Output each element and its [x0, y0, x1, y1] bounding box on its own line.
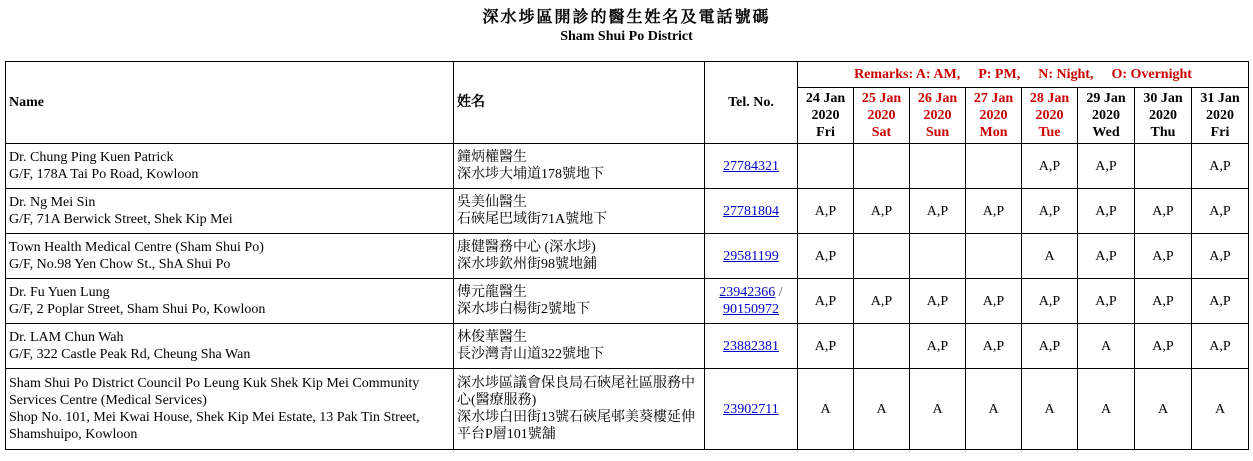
- doctor-address-zh: 深水埗白田街13號石硤尾邨美葵樓延伸平台P層101號舖: [457, 410, 695, 442]
- availability-cell: A,P: [854, 279, 910, 324]
- availability-cell: A: [966, 369, 1022, 450]
- doctor-address: G/F, 178A Tai Po Road, Kowloon: [9, 167, 199, 182]
- table-row: [6, 279, 1249, 324]
- doctor-name-zh: 深水埗區議會保良局石硤尾社區服務中心(醫療服務): [457, 376, 695, 408]
- availability-cell: [910, 144, 966, 189]
- table-row: [6, 324, 1249, 369]
- availability-cell: A,P: [1135, 279, 1192, 324]
- date-header-year: 2020: [867, 108, 896, 123]
- availability-cell: A,P: [798, 189, 854, 234]
- doctor-address-zh: 深水埗欽州街98號地鋪: [457, 257, 597, 272]
- availability-cell: A: [1135, 369, 1192, 450]
- availability-cell: [854, 324, 910, 369]
- availability-cell: A,P: [1192, 279, 1249, 324]
- availability-cell: [910, 234, 966, 279]
- doctor-address: G/F, 2 Poplar Street, Sham Shui Po, Kowloon: [9, 302, 266, 317]
- doctor-address-zh: 長沙灣青山道322號地下: [457, 347, 604, 362]
- availability-cell: A,P: [966, 279, 1022, 324]
- doctor-name-zh: 吳美仙醫生: [457, 195, 527, 210]
- availability-cell: A,P: [1135, 189, 1192, 234]
- availability-cell: A,P: [1022, 144, 1078, 189]
- table-row: [6, 369, 1249, 450]
- date-header: [966, 88, 1022, 144]
- availability-cell: A: [1192, 369, 1249, 450]
- availability-cell: [1135, 144, 1192, 189]
- header-name-zh: 姓名: [454, 62, 705, 144]
- page-title-zh: 深水埗區開診的醫生姓名及電話號碼: [482, 9, 771, 26]
- doctor-address: Shop No. 101, Mei Kwai House, Shek Kip Mei Estate, 13 Pak Tin Street, Shamshuipo, Kowloon: [9, 410, 420, 442]
- availability-cell: A,P: [1192, 324, 1249, 369]
- doctor-name: Dr. LAM Chun Wah: [9, 330, 124, 345]
- doctor-address: G/F, 322 Castle Peak Rd, Cheung Sha Wan: [9, 347, 251, 362]
- availability-cell: A,P: [1135, 234, 1192, 279]
- date-header-wd: Tue: [1038, 125, 1061, 140]
- availability-cell: [854, 234, 910, 279]
- doctor-name-zh-cell: [454, 189, 705, 234]
- availability-cell: A: [854, 369, 910, 450]
- date-header-day: 30 Jan: [1143, 91, 1183, 106]
- availability-cell: A,P: [1078, 279, 1135, 324]
- availability-cell: A,P: [1022, 324, 1078, 369]
- doctor-name-zh: 傅元龍醫生: [457, 285, 527, 300]
- availability-cell: A,P: [798, 324, 854, 369]
- doctor-name-cell: [6, 279, 454, 324]
- availability-cell: A: [1078, 324, 1135, 369]
- availability-cell: A,P: [910, 324, 966, 369]
- page-header: [0, 0, 1253, 45]
- tel-link[interactable]: 23902711: [723, 401, 779, 417]
- date-header-wd: Wed: [1092, 125, 1120, 140]
- date-header-day: 29 Jan: [1086, 91, 1126, 106]
- availability-cell: A,P: [1192, 144, 1249, 189]
- doctor-name-cell: [6, 144, 454, 189]
- date-header: [1192, 88, 1249, 144]
- doctor-name: Dr. Chung Ping Kuen Patrick: [9, 150, 174, 165]
- date-header-wd: Sat: [871, 125, 892, 140]
- date-header-year: 2020: [1092, 108, 1120, 123]
- date-header: [1135, 88, 1192, 144]
- tel-link[interactable]: 27784321: [723, 158, 779, 174]
- date-header-wd: Fri: [816, 125, 835, 140]
- availability-cell: A,P: [1078, 144, 1135, 189]
- tel-cell: [705, 234, 798, 279]
- availability-cell: [966, 234, 1022, 279]
- page-title-en: Sham Shui Po District: [560, 29, 693, 44]
- availability-cell: A,P: [1022, 189, 1078, 234]
- tel-link[interactable]: 90150972: [723, 302, 779, 317]
- date-header-year: 2020: [979, 108, 1008, 123]
- tel-cell: [705, 369, 798, 450]
- date-header-wd: Thu: [1150, 125, 1176, 140]
- remarks-item: P: PM,: [978, 67, 1021, 82]
- doctor-address: G/F, No.98 Yen Chow St., ShA Shui Po: [9, 257, 231, 272]
- date-header-day: 31 Jan: [1200, 91, 1240, 106]
- doctor-name-zh-cell: [454, 324, 705, 369]
- availability-cell: A,P: [1192, 234, 1249, 279]
- doctor-name: Dr. Ng Mei Sin: [9, 195, 96, 210]
- doctor-name: Town Health Medical Centre (Sham Shui Po): [9, 240, 264, 255]
- date-header: [910, 88, 966, 144]
- remarks-legend: [798, 62, 1249, 88]
- availability-cell: A,P: [1022, 279, 1078, 324]
- tel-link[interactable]: 23942366: [719, 285, 776, 300]
- date-header-wd: Sun: [925, 125, 950, 140]
- tel-separator: /: [775, 285, 783, 300]
- date-header-wd: Mon: [979, 125, 1008, 140]
- availability-cell: A: [1022, 234, 1078, 279]
- doctor-address-zh: 深水埗大埔道178號地下: [457, 167, 604, 182]
- remarks-item: Remarks: A: AM,: [854, 67, 961, 82]
- availability-cell: A,P: [798, 279, 854, 324]
- availability-cell: [798, 144, 854, 189]
- tel-cell: [705, 189, 798, 234]
- availability-cell: [966, 144, 1022, 189]
- date-header: [854, 88, 910, 144]
- date-header-day: 26 Jan: [917, 91, 958, 106]
- tel-link[interactable]: 27781804: [723, 203, 779, 219]
- availability-cell: A,P: [910, 279, 966, 324]
- date-header-day: 28 Jan: [1029, 91, 1070, 106]
- table-row: [6, 144, 1249, 189]
- doctor-address-zh: 石硤尾巴域街71A號地下: [457, 212, 608, 227]
- availability-cell: A,P: [1078, 189, 1135, 234]
- date-header: [798, 88, 854, 144]
- date-header-wd: Fri: [1210, 125, 1230, 140]
- doctor-name-cell: [6, 189, 454, 234]
- availability-cell: A,P: [854, 189, 910, 234]
- doctor-name-cell: [6, 369, 454, 450]
- doctor-name-zh-cell: [454, 279, 705, 324]
- header-name: Name: [6, 62, 454, 144]
- date-header-year: 2020: [1206, 108, 1234, 123]
- date-header: [1078, 88, 1135, 144]
- doctor-name-zh: 鐘炳權醫生: [457, 150, 527, 165]
- date-header-year: 2020: [811, 108, 840, 123]
- doctor-name-zh-cell: [454, 234, 705, 279]
- availability-cell: A,P: [1192, 189, 1249, 234]
- doctor-address: G/F, 71A Berwick Street, Shek Kip Mei: [9, 212, 233, 227]
- table-row: [6, 189, 1249, 234]
- doctor-name-zh: 林俊華醫生: [457, 330, 527, 345]
- doctor-name: Sham Shui Po District Council Po Leung Kuk Shek Kip Mei Community Services Centre (Medical Services): [9, 376, 420, 408]
- availability-cell: A,P: [966, 324, 1022, 369]
- clinic-schedule-table: [5, 61, 1249, 450]
- availability-cell: A: [910, 369, 966, 450]
- remarks-item: O: Overnight: [1111, 67, 1192, 82]
- tel-link[interactable]: 23882381: [723, 338, 779, 354]
- availability-cell: A,P: [798, 234, 854, 279]
- clinic-rows: [6, 144, 1249, 450]
- remarks-item: N: Night,: [1038, 67, 1094, 82]
- doctor-name-zh: 康健醫務中心 (深水埗): [457, 240, 596, 255]
- availability-cell: A,P: [966, 189, 1022, 234]
- tel-cell: [705, 324, 798, 369]
- date-header-day: 24 Jan: [805, 91, 846, 106]
- date-header-year: 2020: [923, 108, 952, 123]
- availability-cell: A: [798, 369, 854, 450]
- doctor-name: Dr. Fu Yuen Lung: [9, 285, 110, 300]
- tel-cell: [705, 144, 798, 189]
- date-header-day: 27 Jan: [973, 91, 1014, 106]
- doctor-name-cell: [6, 324, 454, 369]
- doctor-address-zh: 深水埗白楊街2號地下: [457, 302, 590, 317]
- date-header-year: 2020: [1149, 108, 1177, 123]
- availability-cell: [854, 144, 910, 189]
- availability-cell: A: [1078, 369, 1135, 450]
- availability-cell: A,P: [1135, 324, 1192, 369]
- date-header: [1022, 88, 1078, 144]
- availability-cell: A,P: [1078, 234, 1135, 279]
- tel-cell: [705, 279, 798, 324]
- doctor-name-zh-cell: [454, 369, 705, 450]
- header-tel: Tel. No.: [705, 62, 798, 144]
- table-row: [6, 234, 1249, 279]
- doctor-name-zh-cell: [454, 144, 705, 189]
- availability-cell: A: [1022, 369, 1078, 450]
- availability-cell: A,P: [910, 189, 966, 234]
- doctor-name-cell: [6, 234, 454, 279]
- date-header-day: 25 Jan: [861, 91, 902, 106]
- date-header-year: 2020: [1035, 108, 1064, 123]
- tel-link[interactable]: 29581199: [723, 248, 779, 264]
